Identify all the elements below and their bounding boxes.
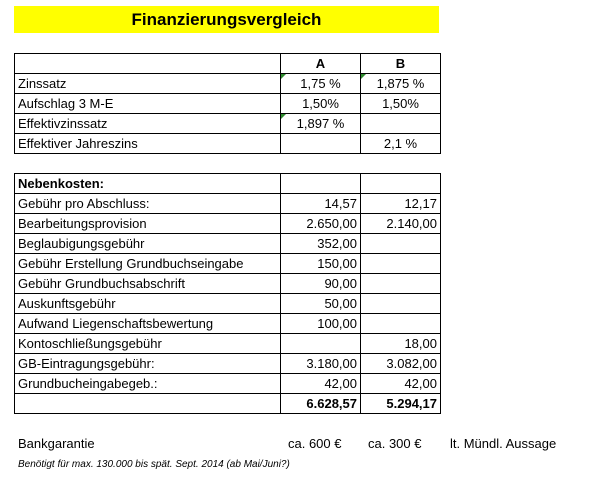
cost-label-cell[interactable]: Bearbeitungsprovision <box>15 214 281 234</box>
cost-row <box>15 334 441 354</box>
totals-row <box>15 394 441 414</box>
cost-b-cell[interactable]: 2.140,00 <box>361 214 441 234</box>
cost-b-cell[interactable] <box>361 294 441 314</box>
comment-marker-icon <box>281 74 286 79</box>
guarantee-note[interactable]: lt. Mündl. Aussage <box>450 436 557 451</box>
header-blank-cell[interactable] <box>15 54 281 74</box>
rate-a-cell[interactable] <box>281 114 361 134</box>
total-b-cell[interactable]: 5.294,17 <box>361 394 441 414</box>
comparison-table <box>14 53 441 414</box>
sheet-title[interactable] <box>14 6 439 33</box>
rate-a-cell[interactable]: 1,50% <box>281 94 361 114</box>
cost-row <box>15 294 441 314</box>
cost-row <box>15 354 441 374</box>
cost-label-cell[interactable]: Beglaubigungsgebühr <box>15 234 281 254</box>
rate-row <box>15 74 441 94</box>
rate-a-value: 1,75 % <box>300 76 341 91</box>
cost-label-cell[interactable]: Gebühr Erstellung Grundbuchseingabe <box>15 254 281 274</box>
rate-row <box>15 114 441 134</box>
rate-b-cell[interactable]: 2,1 % <box>361 134 441 154</box>
cost-b-cell[interactable]: 42,00 <box>361 374 441 394</box>
rate-row <box>15 134 441 154</box>
rate-b-cell[interactable]: 1,50% <box>361 94 441 114</box>
rate-label-cell[interactable]: Aufschlag 3 M-E <box>15 94 281 114</box>
rate-label-cell[interactable]: Zinssatz <box>15 74 281 94</box>
cost-row <box>15 234 441 254</box>
comment-marker-icon <box>281 114 286 119</box>
rate-a-cell[interactable] <box>281 134 361 154</box>
rate-row <box>15 94 441 114</box>
costs-header-cell[interactable]: Nebenkosten: <box>15 174 281 194</box>
column-header-a[interactable]: A <box>281 54 361 74</box>
cost-label-cell[interactable]: Gebühr Grundbuchsabschrift <box>15 274 281 294</box>
rate-b-cell[interactable] <box>361 74 441 94</box>
cost-a-cell[interactable]: 100,00 <box>281 314 361 334</box>
guarantee-label[interactable]: Bankgarantie <box>18 436 95 451</box>
costs-header-a-cell[interactable] <box>281 174 361 194</box>
spacer-cell <box>361 154 441 174</box>
cost-row <box>15 194 441 214</box>
spacer-cell <box>15 154 281 174</box>
cost-label-cell[interactable]: Aufwand Liegenschaftsbewertung <box>15 314 281 334</box>
cost-b-cell[interactable] <box>361 234 441 254</box>
cost-a-cell[interactable]: 150,00 <box>281 254 361 274</box>
rate-b-cell[interactable] <box>361 114 441 134</box>
footnote[interactable]: Benötigt für max. 130.000 bis spät. Sept. 2014 (ab Mai/Juni?) <box>18 459 290 470</box>
cost-row <box>15 214 441 234</box>
rate-label-cell[interactable]: Effektivzinssatz <box>15 114 281 134</box>
cost-b-cell[interactable] <box>361 274 441 294</box>
guarantee-a-value[interactable]: ca. 600 € <box>288 436 342 451</box>
spacer-row <box>15 154 441 174</box>
costs-header-b-cell[interactable] <box>361 174 441 194</box>
total-a-cell[interactable]: 6.628,57 <box>281 394 361 414</box>
cost-a-cell[interactable]: 352,00 <box>281 234 361 254</box>
cost-label-cell[interactable]: Gebühr pro Abschluss: <box>15 194 281 214</box>
cost-row <box>15 274 441 294</box>
cost-b-cell[interactable] <box>361 254 441 274</box>
cost-label-cell[interactable]: Auskunftsgebühr <box>15 294 281 314</box>
sheet-title-text: Finanzierungsvergleich <box>131 9 322 29</box>
spacer-cell <box>281 154 361 174</box>
cost-a-cell[interactable]: 14,57 <box>281 194 361 214</box>
cost-b-cell[interactable] <box>361 314 441 334</box>
cost-a-cell[interactable] <box>281 334 361 354</box>
rate-a-value: 1,897 % <box>296 116 345 131</box>
cost-label-cell[interactable]: Kontoschließungsgebühr <box>15 334 281 354</box>
cost-row <box>15 314 441 334</box>
cost-row <box>15 374 441 394</box>
costs-header-row <box>15 174 441 194</box>
cost-a-cell[interactable]: 3.180,00 <box>281 354 361 374</box>
cost-b-cell[interactable]: 3.082,00 <box>361 354 441 374</box>
cost-a-cell[interactable]: 90,00 <box>281 274 361 294</box>
cost-label-cell[interactable]: Grundbucheingabegeb.: <box>15 374 281 394</box>
cost-a-cell[interactable]: 2.650,00 <box>281 214 361 234</box>
cost-a-cell[interactable]: 50,00 <box>281 294 361 314</box>
cost-label-cell[interactable]: GB-Eintragungsgebühr: <box>15 354 281 374</box>
header-row <box>15 54 441 74</box>
cost-a-cell[interactable]: 42,00 <box>281 374 361 394</box>
column-header-b[interactable]: B <box>361 54 441 74</box>
rate-b-value: 1,875 % <box>376 76 425 91</box>
cost-row <box>15 254 441 274</box>
rate-label-cell[interactable]: Effektiver Jahreszins <box>15 134 281 154</box>
cost-b-cell[interactable]: 18,00 <box>361 334 441 354</box>
guarantee-b-value[interactable]: ca. 300 € <box>368 436 422 451</box>
totals-label-cell[interactable] <box>15 394 281 414</box>
rate-a-cell[interactable] <box>281 74 361 94</box>
comment-marker-icon <box>361 74 366 79</box>
cost-b-cell[interactable]: 12,17 <box>361 194 441 214</box>
